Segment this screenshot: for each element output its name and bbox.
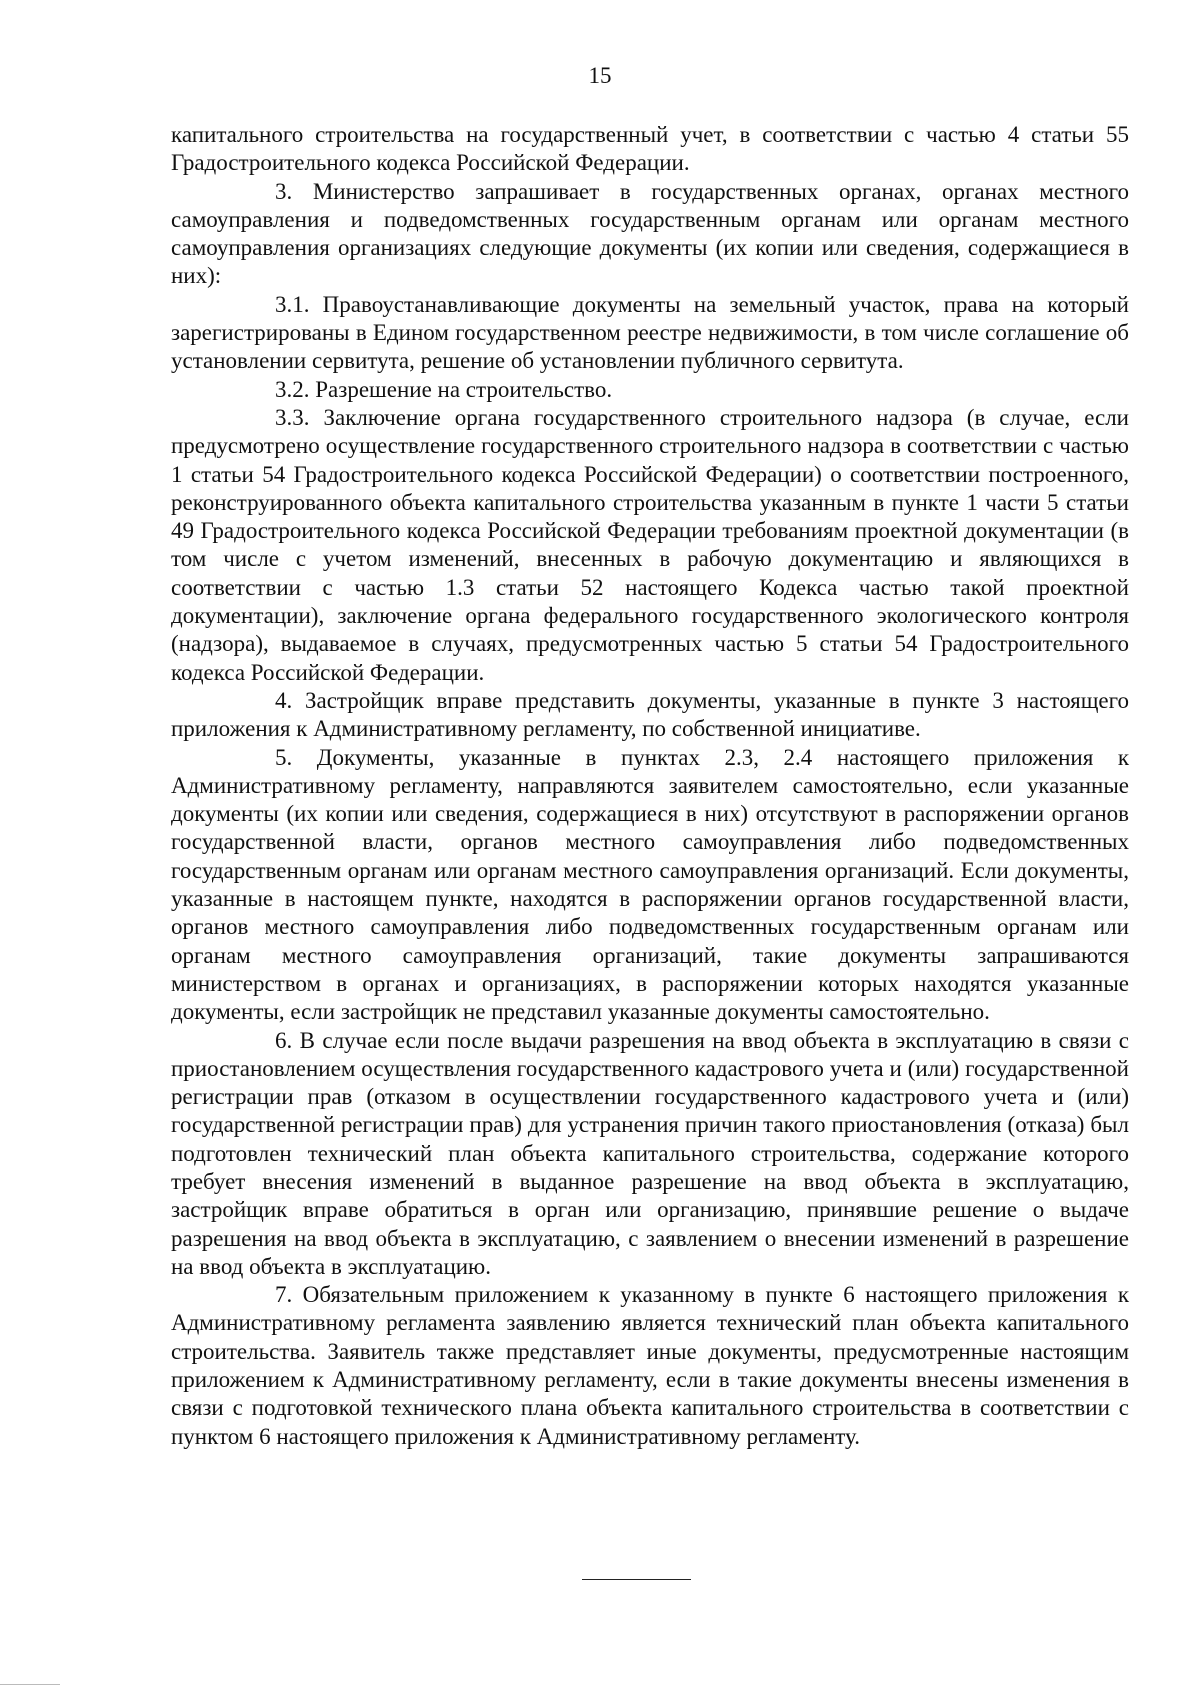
page-number: 15 xyxy=(588,63,612,88)
paragraph-item-4: 4. Застройщик вправе представить документы, указанные в пункте 3 настоящего приложения к Административному регламенту, по собственной инициативе. xyxy=(171,687,1129,742)
paragraph-continuation: капитального строительства на государственный учет, в соответствии с частью 4 статьи 55 Градостроительного кодекса Российской Федерации. xyxy=(171,122,1129,176)
end-separator-line xyxy=(582,1579,691,1580)
paragraph-item-3-1: 3.1. Правоустанавливающие документы на земельный участок, права на который зарегистрированы в Едином государственном реестре недвижимости, в том числе соглашение об установлении сервитута, решение об установлении публичного сервитута. xyxy=(171,291,1129,374)
paragraph-item-3: 3. Министерство запрашивает в государственных органах, органах местного самоуправления и подведомственных государственным органам или органам местного самоуправления организациях следующие документы (их копии или сведения, содержащиеся в них): xyxy=(171,178,1129,289)
paragraph-item-5: 5. Документы, указанные в пунктах 2.3, 2.4 настоящего приложения к Административному регламенту, направляются заявителем самостоятельно, если указанные документы (их копии или сведения, содержащиеся в них) отсутствуют в распоряжении органов государственной власти, органов местного самоуправления либо подведомственных государственным органам или органам местного самоуправления организаций. Если документы, указанные в настоящем пункте, находятся в распоряжении органов государственной власти, органов местного самоуправления либо подведомственных государственным органам или органам местного самоуправления организаций, такие документы запрашиваются министерством в органах и организациях, в распоряжении которых находятся указанные документы, если застройщик не представил указанные документы самостоятельно. xyxy=(171,744,1129,1025)
scan-edge-line xyxy=(0,1684,60,1685)
document-body xyxy=(171,121,1129,1451)
paragraph-item-7: 7. Обязательным приложением к указанному в пункте 6 настоящего приложения к Административному регламента заявлению является технический план объекта капитального строительства. Заявитель также представляет иные документы, предусмотренные настоящим приложением к Административному регламенту, если в такие документы внесены изменения в связи с подготовкой технического плана объекта капитального строительства в соответствии с пунктом 6 настоящего приложения к Административному регламенту. xyxy=(171,1282,1129,1449)
paragraph-item-6: 6. В случае если после выдачи разрешения на ввод объекта в эксплуатацию в связи с приостановлением осуществления государственного кадастрового учета и (или) государственной регистрации прав (отказом в осуществлении государственного кадастрового учета и (или) государственной регистрации прав) для устранения причин такого приостановления (отказа) был подготовлен технический план объекта капитального строительства, содержание которого требует внесения изменений в выданное разрешение на ввод объекта в эксплуатацию, застройщик вправе обратиться в орган или организацию, принявшие решение о выдаче разрешения на ввод объекта в эксплуатацию, с заявлением о внесении изменений в разрешение на ввод объекта в эксплуатацию. xyxy=(171,1027,1129,1279)
paragraph-item-3-2: 3.2. Разрешение на строительство. xyxy=(275,376,613,402)
paragraph-item-3-3: 3.3. Заключение органа государственного строительного надзора (в случае, если предусмотрено осуществление государственного строительного надзора в соответствии с частью 1 статьи 54 Градостроительного кодекса Российской Федерации) о соответствии построенного, реконструированного объекта капитального строительства указанным в пункте 1 части 5 статьи 49 Градостроительного кодекса Российской Федерации требованиям проектной документации (в том числе с учетом изменений, внесенных в рабочую документацию и являющихся в соответствии с частью 1.3 статьи 52 настоящего Кодекса частью такой проектной документации), заключение органа федерального государственного экологического контроля (надзора), выдаваемое в случаях, предусмотренных частью 5 статьи 54 Градостроительного кодекса Российской Федерации. xyxy=(171,404,1129,685)
